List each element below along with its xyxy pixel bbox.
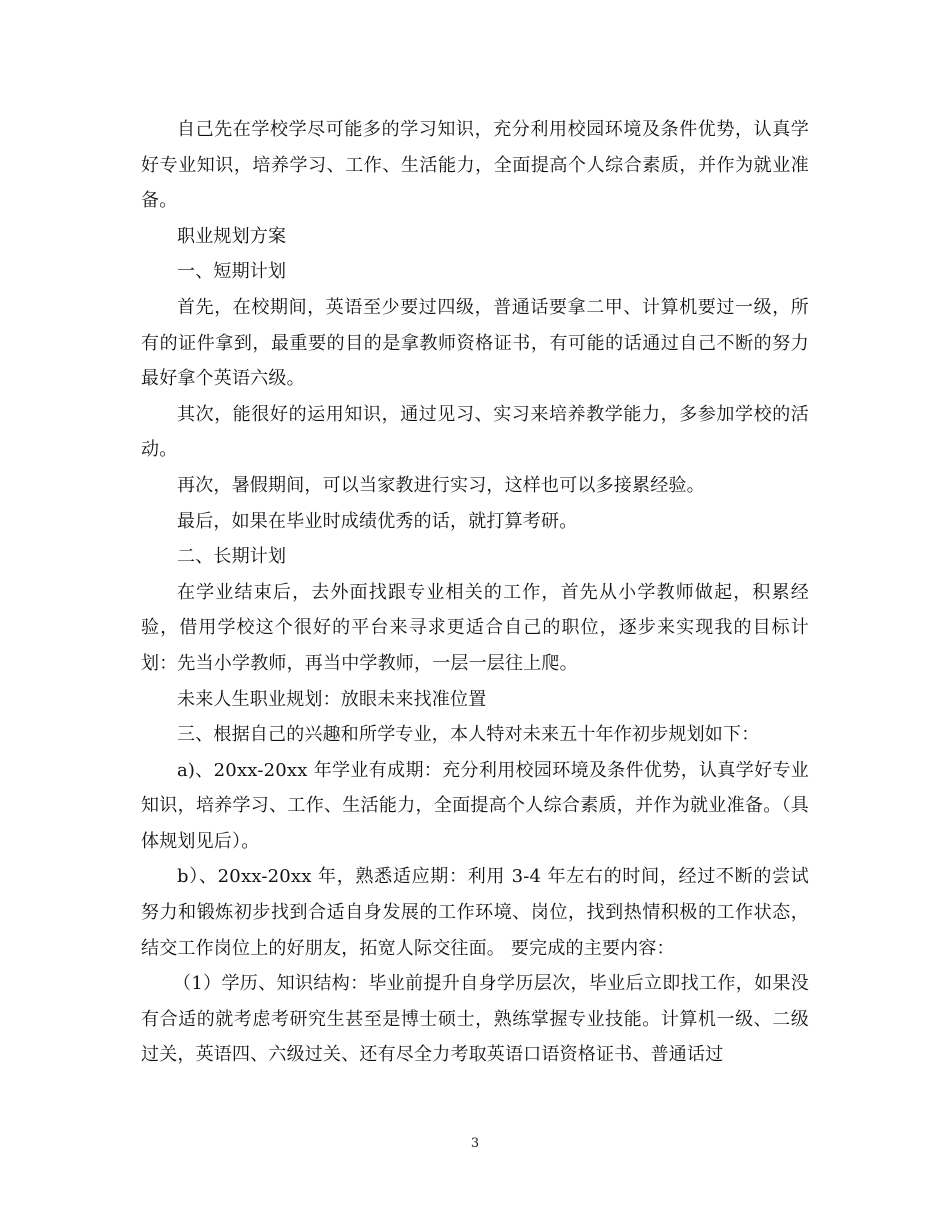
heading-future-plan: 未来人生职业规划：放眼未来找准位置 xyxy=(177,688,487,710)
paragraph-intro: 自己先在学校学尽可能多的学习知识，充分利用校园环境及条件优势，认真学好专业知识，培养学习、工作、生活能力，全面提高个人综合素质，并作为就业准备。 xyxy=(141,119,809,212)
paragraph-item-1: （1）学历、知识结构：毕业前提升自身学历层次，毕业后立即找工作，如果没有合适的就考虑考研究生甚至是博士硕士，熟练掌握专业技能。计算机一级、二级过关，英语四、六级过关、还有尽全力考取英语口语资格证书、普通话过 xyxy=(141,973,809,1066)
page-number: 3 xyxy=(470,1136,480,1151)
document-body xyxy=(141,112,809,1073)
heading-long-term: 二、长期计划 xyxy=(177,546,287,568)
heading-fifty-year-plan: 三、根据自己的兴趣和所学专业，本人特对未来五十年作初步规划如下： xyxy=(177,724,760,746)
paragraph-last: 最后，如果在毕业时成绩优秀的话，就打算考研。 xyxy=(177,510,578,532)
heading-career-plan: 职业规划方案 xyxy=(177,225,287,247)
paragraph-stage-a: a)、20xx-20xx 年学业有成期：充分利用校园环境及条件优势，认真学好专业知识，培养学习、工作、生活能力，全面提高个人综合素质，并作为就业准备。（具体规划见后）。 xyxy=(141,759,809,852)
paragraph-long-term: 在学业结束后，去外面找跟专业相关的工作，首先从小学教师做起，积累经验，借用学校这个很好的平台来寻求更适合自己的职位，逐步来实现我的目标计划：先当小学教师，再当中学教师，一层一层往上爬。 xyxy=(141,581,809,674)
paragraph-stage-b: b）、20xx-20xx 年，熟悉适应期：利用 3-4 年左右的时间，经过不断的尝试努力和锻炼初步找到合适自身发展的工作环境、岗位，找到热情积极的工作状态，结交工作岗位上的好朋友，拓宽人际交往面。 要完成的主要内容： xyxy=(141,866,809,959)
paragraph-third: 再次，暑假期间，可以当家教进行实习，这样也可以多接累经验。 xyxy=(177,474,705,496)
paragraph-second: 其次，能很好的运用知识，通过见习、实习来培养教学能力，多参加学校的活动。 xyxy=(141,403,809,461)
paragraph-first: 首先，在校期间，英语至少要过四级，普通话要拿二甲、计算机要过一级，所有的证件拿到，最重要的目的是拿教师资格证书，有可能的话通过自己不断的努力最好拿个英语六级。 xyxy=(141,296,809,390)
heading-short-term: 一、短期计划 xyxy=(177,261,287,283)
